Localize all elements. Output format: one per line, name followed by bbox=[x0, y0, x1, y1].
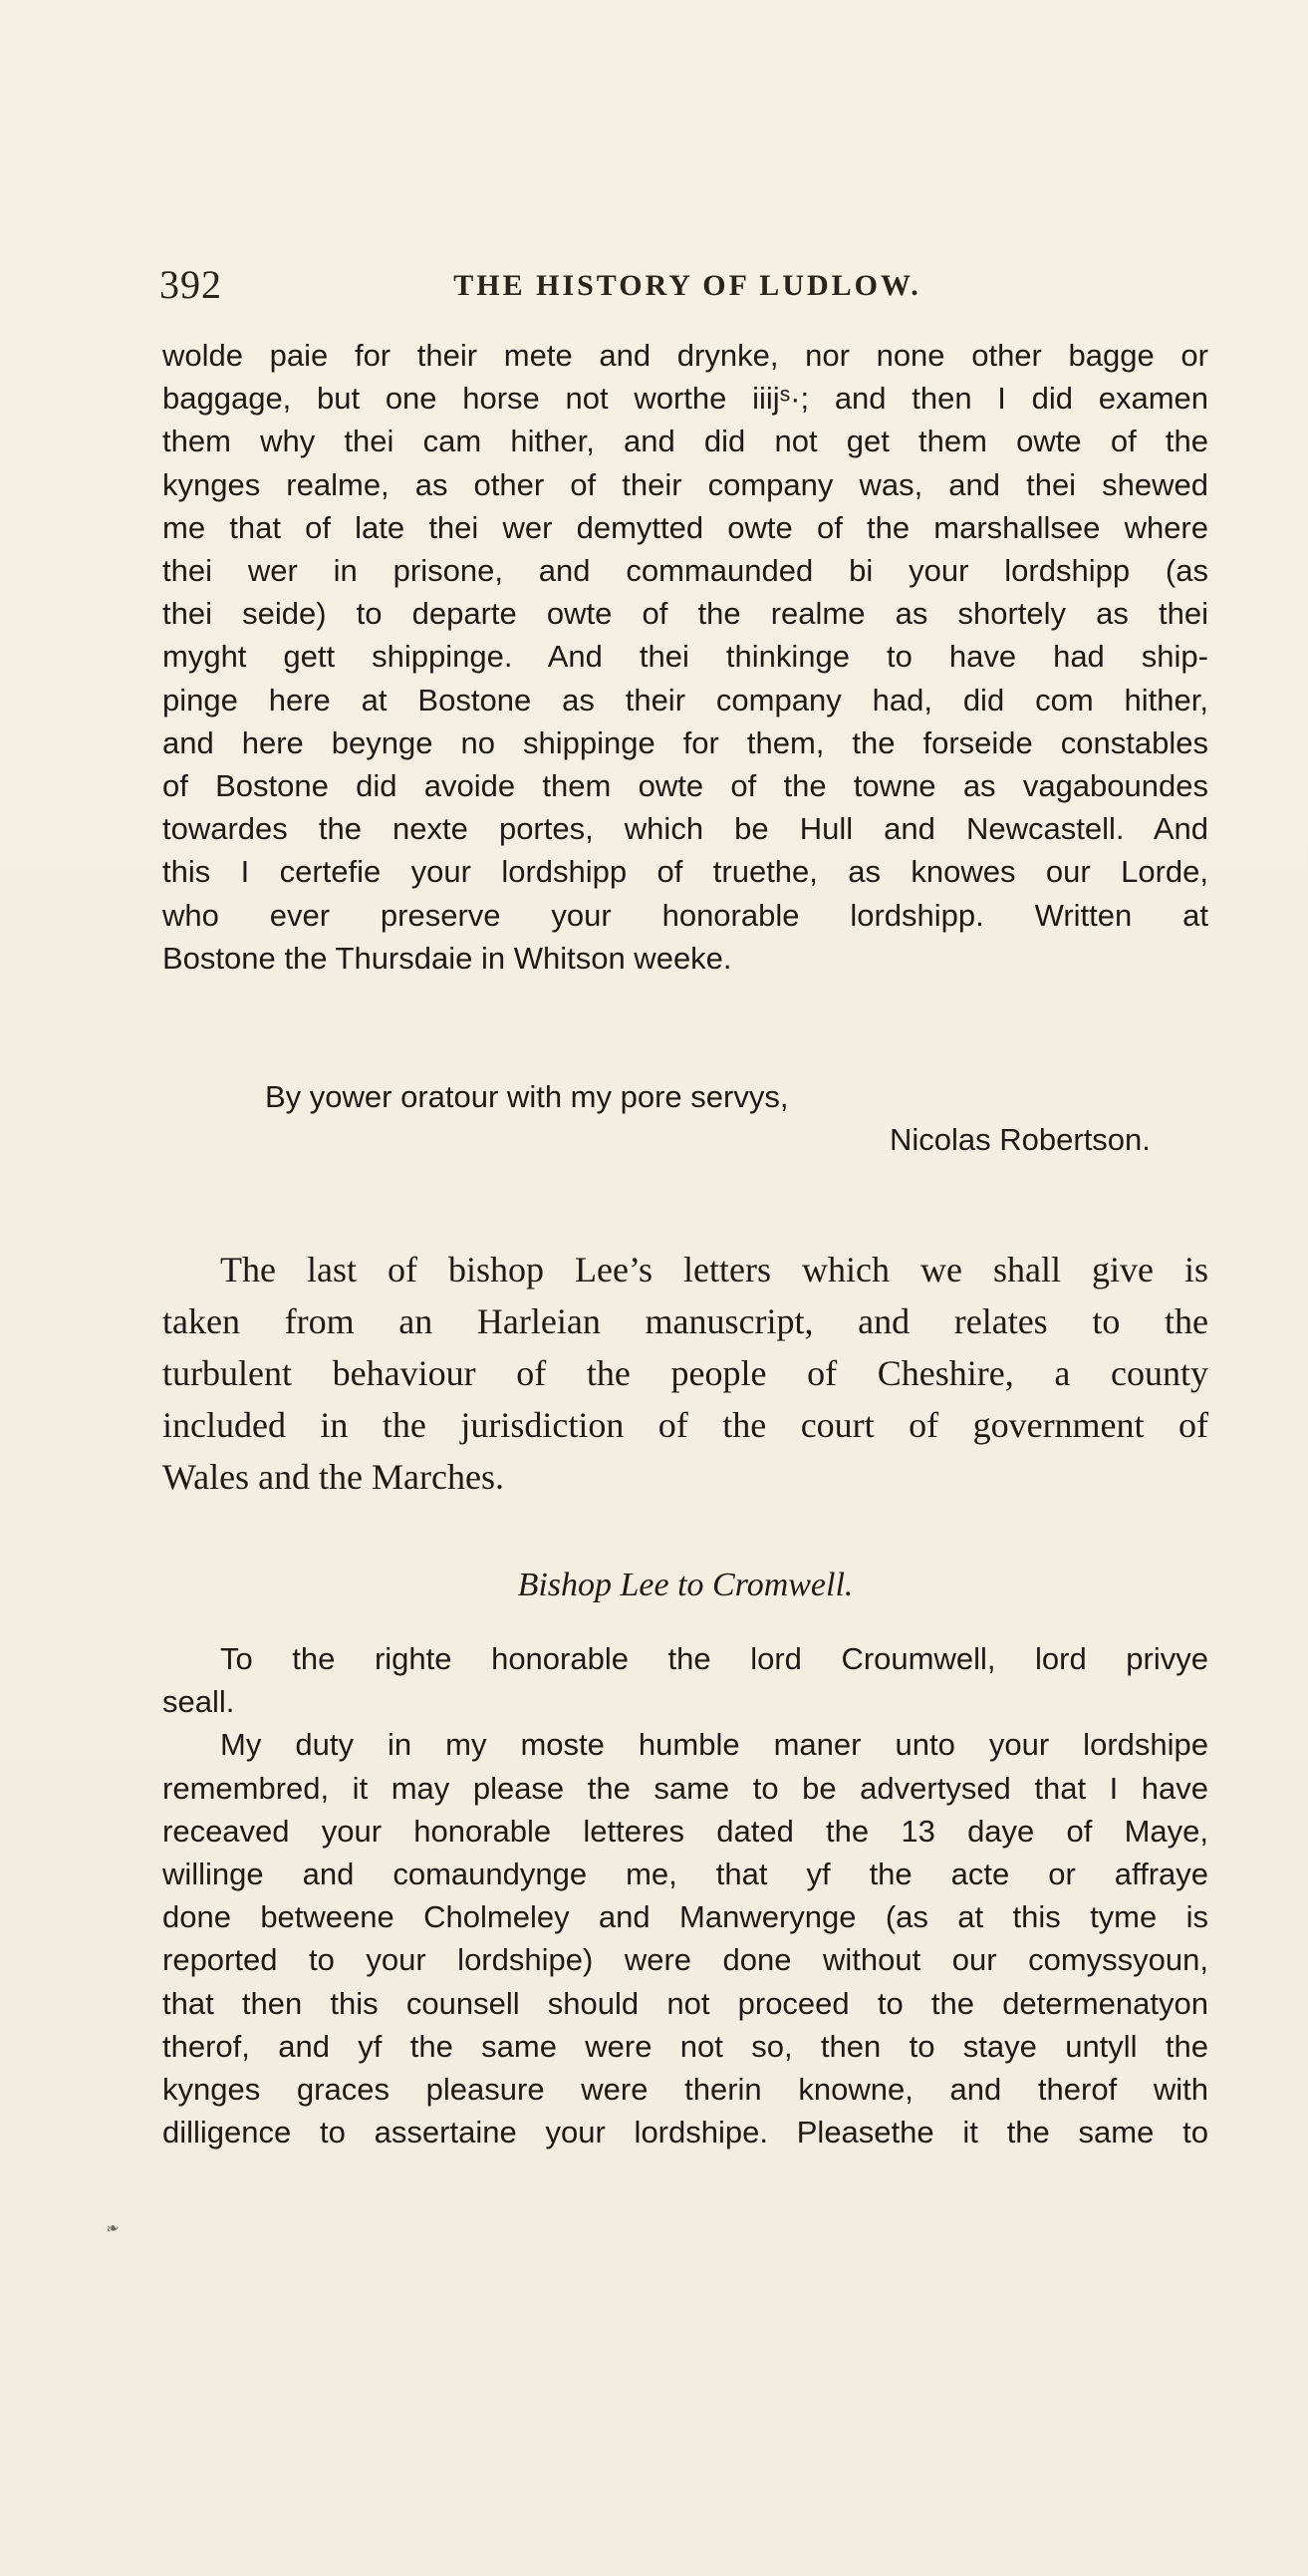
letter-b-line: remembred, it may please the same to be advertysed that I have bbox=[162, 1770, 1208, 1806]
letter-b-line: therof, and yf the same were not so, then to staye untyll the bbox=[162, 2028, 1208, 2064]
intro-line: included in the jurisdiction of the court of government of bbox=[162, 1405, 1208, 1445]
letter-a-line: them why thei cam hither, and did not get them owte of the bbox=[162, 424, 1208, 459]
letter-a-line: thei wer in prisone, and commaunded bi your lordshipp (as bbox=[162, 553, 1208, 589]
running-head: THE HISTORY OF LUDLOW. bbox=[453, 269, 921, 302]
letter-a-line: thei seide) to departe owte of the realme as shortely as thei bbox=[162, 596, 1208, 632]
letter-a-line: Bostone the Thursdaie in Whitson weeke. bbox=[162, 940, 732, 976]
letter-b-line: dilligence to assertaine your lordshipe. Pleasethe it the same to bbox=[162, 2115, 1208, 2150]
letter-a-line: me that of late thei wer demytted owte of the marshallsee where bbox=[162, 509, 1208, 545]
letter-b bbox=[162, 1637, 1208, 2153]
section-title: Bishop Lee to Cromwell. bbox=[517, 1567, 854, 1603]
letter-b-line: reported to your lordshipe) were done without our comyssyoun, bbox=[162, 1942, 1208, 1978]
page-number: 392 bbox=[159, 262, 222, 307]
letter-a-line: and here beynge no shippinge for them, the forseide constables bbox=[162, 724, 1208, 760]
letter-a-line: this I certefie your lordshipp of truethe, as knowes our Lorde, bbox=[162, 854, 1208, 890]
signature-block bbox=[162, 1075, 1208, 1161]
letter-b-line: willinge and comaundynge me, that yf the acte or affraye bbox=[162, 1857, 1208, 1892]
letter-a-line: wolde paie for their mete and drynke, nor none other bagge or bbox=[162, 338, 1208, 373]
letter-b-line: that then this counsell should not proceed to the determenatyon bbox=[162, 1985, 1208, 2021]
signoff: By yower oratour with my pore servys, bbox=[265, 1079, 789, 1114]
page-header bbox=[159, 261, 1215, 311]
margin-ornament-icon: ❧ bbox=[104, 2217, 122, 2239]
intro-paragraph bbox=[162, 1244, 1208, 1503]
letter-a bbox=[162, 334, 1208, 980]
letter-a-line: pinge here at Bostone as their company had, did com hither, bbox=[162, 682, 1208, 717]
intro-line: taken from an Harleian manuscript, and relates to the bbox=[162, 1301, 1208, 1341]
letter-b-line: receaved your honorable letteres dated the 13 daye of Maye, bbox=[162, 1813, 1208, 1849]
letter-b-line: To the righte honorable the lord Croumwell, lord privye bbox=[220, 1641, 1208, 1676]
letter-b-line: done betweene Cholmeley and Manwerynge (as at this tyme is bbox=[162, 1899, 1208, 1935]
letter-a-line: baggage, but one horse not worthe iiijˢ·; and then I did examen bbox=[162, 381, 1208, 417]
letter-b-line: seall. bbox=[162, 1684, 235, 1720]
letter-a-line: who ever preserve your honorable lordshipp. Written at bbox=[162, 897, 1208, 933]
letter-a-line: myght gett shippinge. And thei thinkinge to have had ship- bbox=[162, 639, 1208, 675]
letter-b-line: My duty in my moste humble maner unto your lordshipe bbox=[220, 1727, 1208, 1763]
intro-line: Wales and the Marches. bbox=[162, 1457, 504, 1497]
letter-a-line: of Bostone did avoide them owte of the towne as vagaboundes bbox=[162, 768, 1208, 804]
letter-a-line: towardes the nexte portes, which be Hull and Newcastell. And bbox=[162, 811, 1208, 847]
letter-a-line: kynges realme, as other of their company was, and thei shewed bbox=[162, 466, 1208, 502]
signature-name: Nicolas Robertson. bbox=[890, 1122, 1151, 1158]
intro-line: The last of bishop Lee’s letters which we shall give is bbox=[220, 1250, 1208, 1289]
letter-b-line: kynges graces pleasure were therin knowne, and therof with bbox=[162, 2072, 1208, 2108]
intro-line: turbulent behaviour of the people of Cheshire, a county bbox=[162, 1353, 1208, 1393]
